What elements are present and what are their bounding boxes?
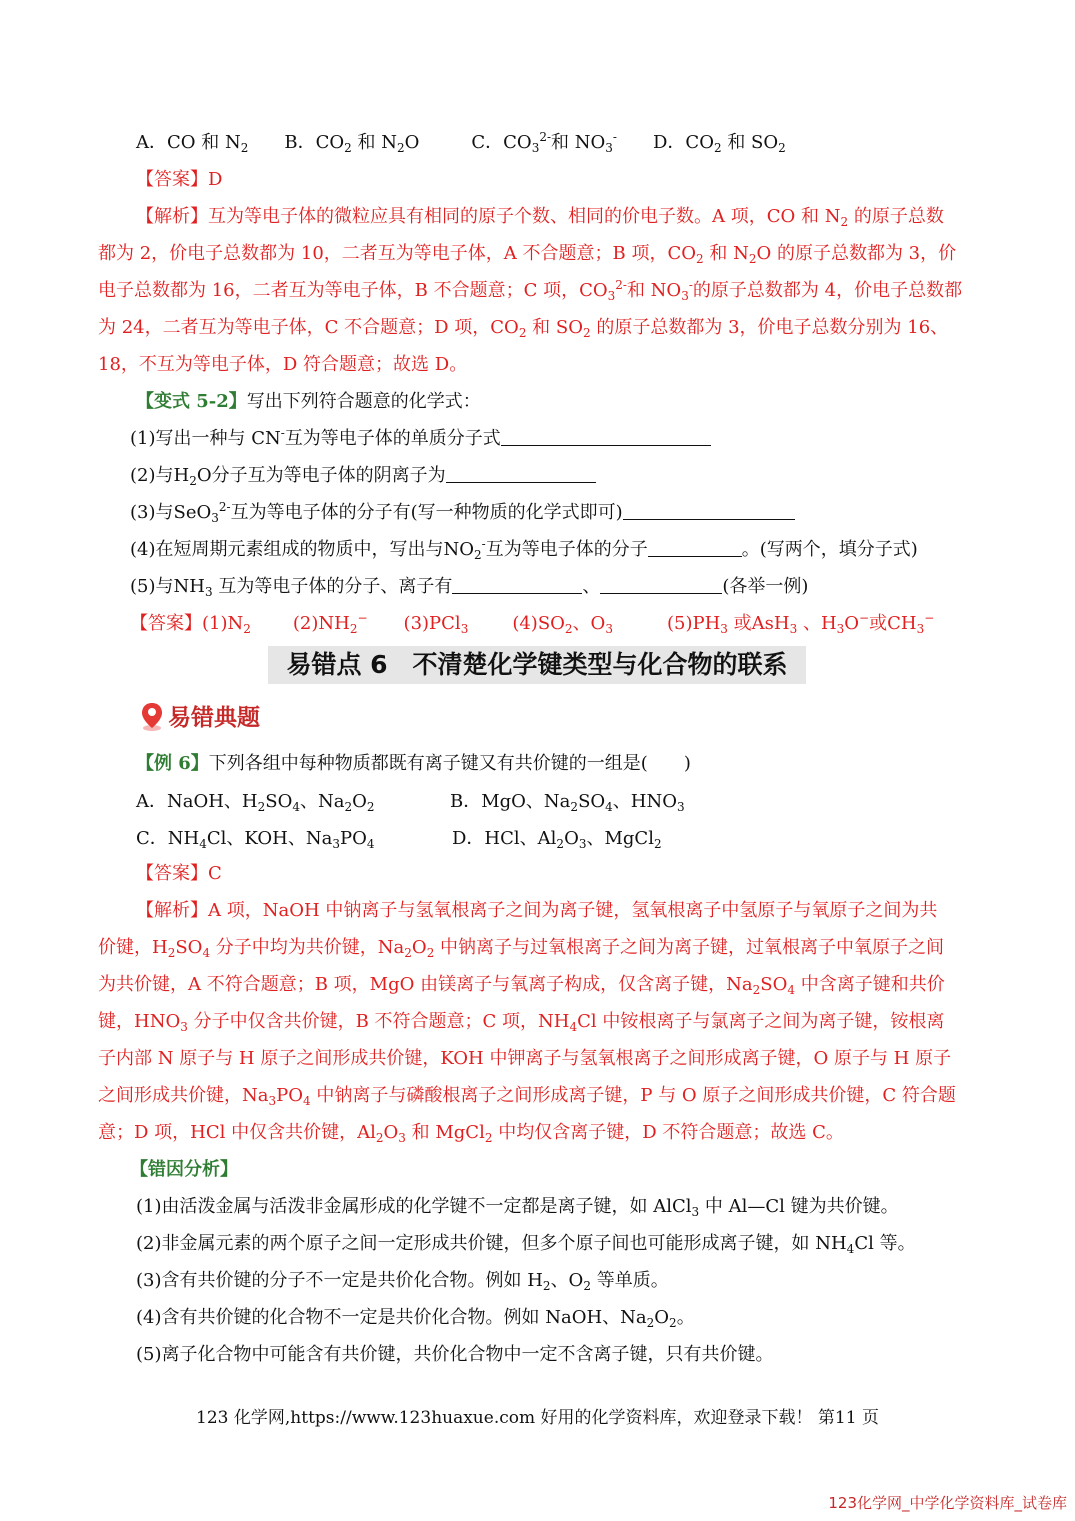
section-heading: 易错点 6 不清楚化学键类型与化合物的联系 <box>268 646 806 684</box>
error-item-3: (3)含有共价键的分子不一定是共价化合物。例如 $H_2$、$O_2$ 等单质。 <box>136 1270 669 1293</box>
variant-heading: 【变式 5-2】写出下列符合题意的化学式： <box>136 391 481 412</box>
variant-answer: 【答案】$(1)N_2$ $(2)NH_2^-$ (3)PCl$_3$ $(4)SO_2$、$O_3$ $(5)PH_3$ 或AsH$_3$ 、$H_3O^-$或$CH_3^-$ <box>130 611 935 636</box>
example-analysis-line-5: 子内部 N 原子与 H 原子之间形成共价键，KOH 中钾离子与氢氧根离子之间形成离子键，O 原子与 H 原子 <box>98 1048 952 1069</box>
q5-answer: 【答案】D <box>136 169 223 190</box>
error-item-2: (2)非金属元素的两个原子之间一定形成共价键，但多个原子间也可能形成离子键，如 $NH_4Cl$ 等。 <box>136 1233 916 1256</box>
example-analysis-line-4: 键，$HNO_3$ 分子中仅含共价键，B 不符合题意；C 项，$NH_4Cl$ 中铵根离子与氯离子之间为离子键，铵根离 <box>98 1011 945 1034</box>
example-option-c: C．$NH_4Cl$、KOH、$Na_3PO_4$ <box>136 828 375 851</box>
error-item-4: (4)含有共价键的化合物不一定是共价化合物。例如 NaOH、$Na_2O_2$。 <box>136 1307 695 1330</box>
error-item-5: (5)离子化合物中可能含有共价键，共价化合物中一定不含离子键，只有共价键。 <box>136 1344 774 1365</box>
q5-analysis-line-4: 为 24，二者互为等电子体，C 不合题意；D 项，$CO_2$ 和 $SO_2$ 的原子总数都为 3，价电子总数分别为 16、 <box>98 317 949 340</box>
location-pin-icon <box>140 701 164 742</box>
variant-item-3: (3)与SeO$_3^{2-}$互为等电子体的分子有(写一种物质的化学式即可) <box>130 501 795 525</box>
watermark: 123化学网_中学化学资料库_试卷库 <box>828 1494 1067 1512</box>
error-analysis-heading: 【错因分析】 <box>130 1159 238 1180</box>
q5-analysis-line-5: 18，不互为等电子体，D 符合题意；故选 D。 <box>98 354 468 375</box>
variant-item-1: (1)写出一种与 CN-互为等电子体的单质分子式 <box>130 427 711 451</box>
variant-item-4: (4)在短周期元素组成的物质中，写出与$NO_2^-$互为等电子体的分子 。(写两个，填分子式) <box>130 537 918 562</box>
q5-options: A．CO 和 $N_2$ B．$CO_2$ 和 $N_2O$ C．$CO_3^{2-}$和 $NO_3^-$ D．$CO_2$ 和 $SO_2$ <box>136 130 786 155</box>
example-analysis-line-6: 之间形成共价键，$Na_3PO_4$ 中钠离子与磷酸根离子之间形成离子键，P 与 O 原子之间形成共价键，C 符合题 <box>98 1085 956 1108</box>
q5-analysis-line-3: 电子总数都为 16，二者互为等电子体，B 不合题意；C 项，$CO_3^{2-}$和 $NO_3^-$的原子总数都为 4，价电子总数都 <box>98 278 963 303</box>
example-option-a: A．NaOH、$H_2SO_4$、$Na_2O_2$ <box>136 791 375 814</box>
example-answer: 【答案】C <box>136 863 222 884</box>
variant-item-2: (2)与$H_2O$分子互为等电子体的阴离子为 <box>130 464 596 488</box>
example-analysis-line-2: 价键，$H_2SO_4$ 分子中均为共价键，$Na_2O_2$ 中钠离子与过氧根离子之间为离子键，过氧根离子中氧原子之间 <box>98 937 945 960</box>
error-item-1: (1)由活泼金属与活泼非金属形成的化学键不一定都是离子键，如 AlCl$_3$ 中 Al—Cl 键为共价键。 <box>136 1196 899 1219</box>
variant-item-5: (5)与$NH_3$ 互为等电子体的分子、离子有 、 (各举一例) <box>130 576 809 599</box>
example-question: 【例 6】下列各组中每种物质都既有离子键又有共价键的一组是( ) <box>136 753 691 774</box>
page-footer: 123 化学网,https://www.123huaxue.com 好用的化学资料库，欢迎登录下载！ 第11 页 <box>196 1408 879 1428</box>
q5-analysis-line-1: 【解析】互为等电子体的微粒应具有相同的原子个数、相同的价电子数。A 项，CO 和 $N_2$ 的原子总数 <box>136 206 944 229</box>
example-analysis-line-3: 为共价键，A 不符合题意；B 项，MgO 由镁离子与氧离子构成，仅含离子键，$Na_2SO_4$ 中含离子键和共价 <box>98 974 945 997</box>
section-title: 易错典题 <box>140 700 260 736</box>
example-analysis-line-1: 【解析】A 项，NaOH 中钠离子与氢氧根离子之间为离子键，氢氧根离子中氢原子与氧原子之间为共 <box>136 900 938 921</box>
example-option-b: B．MgO、$Na_2SO_4$、$HNO_3$ <box>450 791 685 814</box>
q5-analysis-line-2: 都为 2，价电子总数都为 10，二者互为等电子体，A 不合题意；B 项，$CO_2$ 和 $N_2O$ 的原子总数都为 3，价 <box>98 243 957 266</box>
example-analysis-line-7: 意；D 项，HCl 中仅含共价键，$Al_2O_3$ 和 MgCl$_2$ 中均仅含离子键，D 不符合题意；故选 C。 <box>98 1122 844 1145</box>
example-option-d: D．HCl、$Al_2O_3$、MgCl$_2$ <box>452 828 662 851</box>
